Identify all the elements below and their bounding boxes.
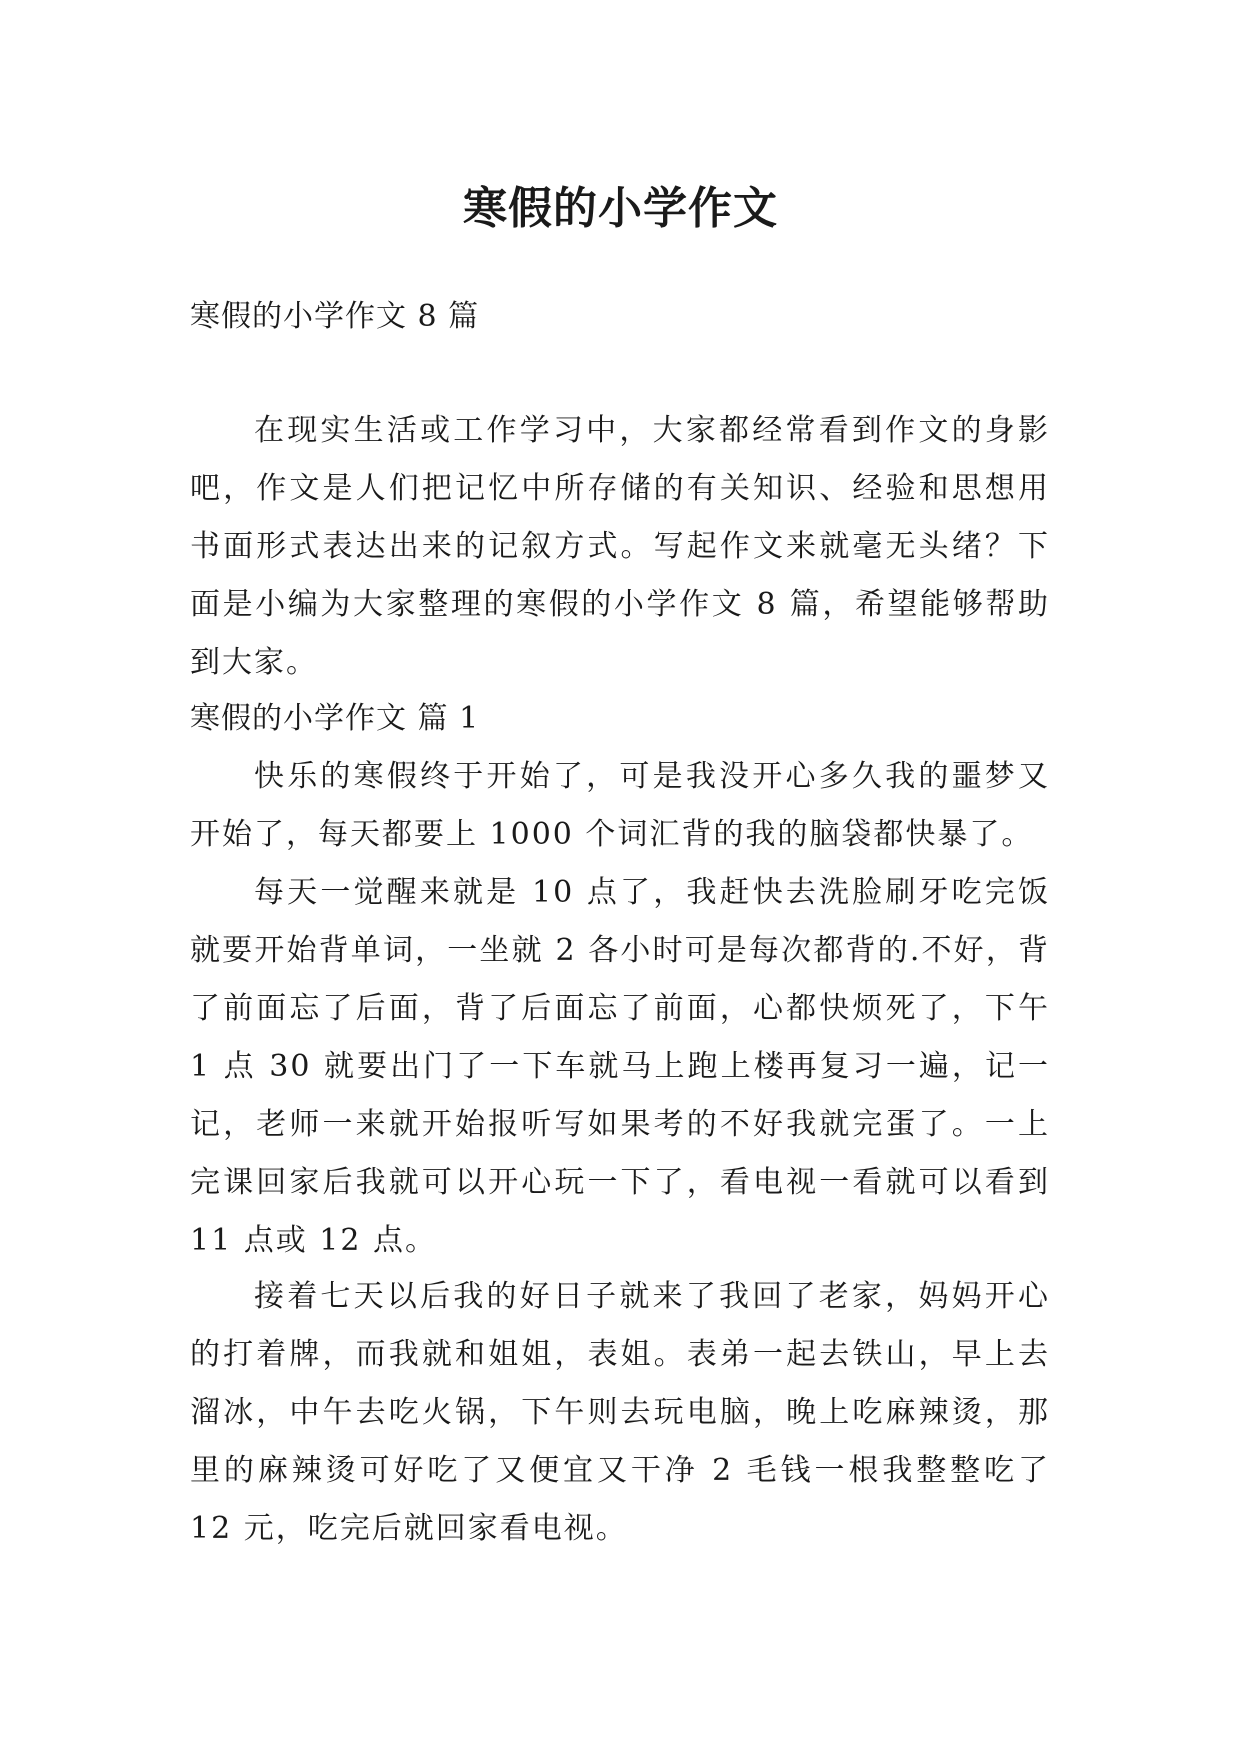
body-paragraph: 每天一觉醒来就是 10 点了，我赶快去洗脸刷牙吃完饭就要开始背单词，一坐就 2 各小时可是每次都背的.不好，背了前面忘了后面，背了后面忘了前面，心都快烦死了，下午 1 点 30 就要出门了一下车就马上跑上楼再复习一遍，记一记，老师一来就开始报听写如果考的不好我就完蛋了。一上完课回家后我就可以开心玩一下了，看电视一看就可以看到 11 点或 12 点。 xyxy=(190,875,1050,1258)
document-subtitle: 寒假的小学作文 8 篇 xyxy=(190,299,480,334)
body-paragraph: 接着七天以后我的好日子就来了我回了老家，妈妈开心的打着牌，而我就和姐姐，表姐。表弟一起去铁山，早上去溜冰，中午去吃火锅，下午则去玩电脑，晚上吃麻辣烫，那里的麻辣烫可好吃了又便宜又干净 2 毛钱一根我整整吃了 12 元，吃完后就回家看电视。 xyxy=(190,1279,1050,1546)
section-heading: 寒假的小学作文 篇 1 xyxy=(190,701,480,736)
body-paragraph: 快乐的寒假终于开始了，可是我没开心多久我的噩梦又开始了，每天都要上 1000 个词汇背的我的脑袋都快暴了。 xyxy=(190,759,1050,852)
intro-paragraph: 在现实生活或工作学习中，大家都经常看到作文的身影吧，作文是人们把记忆中所存储的有关知识、经验和思想用书面形式表达出来的记叙方式。写起作文来就毫无头绪？下面是小编为大家整理的寒假的小学作文 8 篇，希望能够帮助到大家。 xyxy=(190,413,1050,680)
document-title: 寒假的小学作文 xyxy=(463,183,778,235)
